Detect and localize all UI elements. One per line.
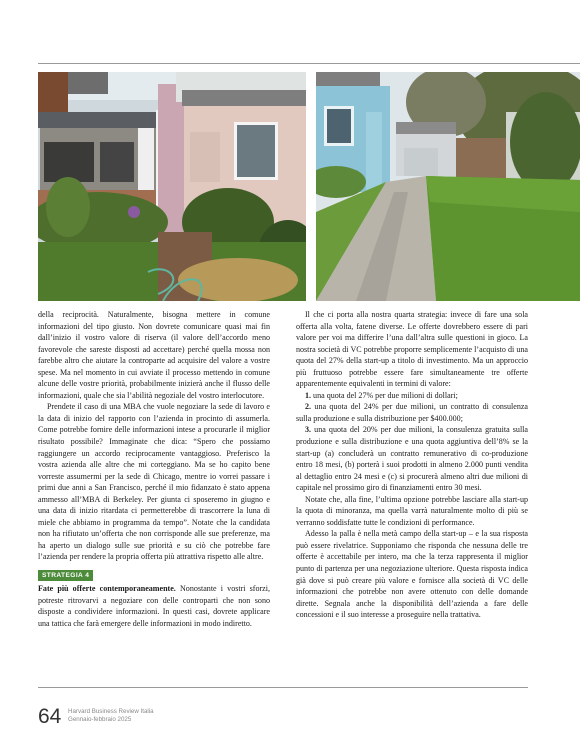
footer <box>68 708 154 724</box>
issue-date: Gennaio-febbraio 2025 <box>68 716 132 723</box>
list-number: 3. <box>305 425 312 435</box>
publication-name: Harvard Business Review Italia <box>68 708 154 715</box>
paragraph-text: Nonostante i vostri sforzi, potreste ritrovarvi a negoziare con delle controparti che non sono disposte a condividere informazioni. In questi casi, dovrete applicare una tattica che farà emergere delle informazioni in modo indiretto. <box>38 584 270 628</box>
photo-driveway-lawn <box>316 72 580 301</box>
paragraph: Notate che, alla fine, l’ultima opzione potrebbe lasciare alla start-up la quota di minoranza, ma quella varrà naturalmente molto di più se verranno soddisfatte tutte le condizioni di performance. <box>296 494 528 527</box>
list-number: 2. <box>305 402 312 412</box>
paragraph: Prendete il caso di una MBA che vuole negoziare la sede di lavoro e la data di inizio del rapporto con l’azienda in procinto di assumerla. Come potrebbe fornire delle informazioni intese a procurarle il miglior risultato possibile? Immaginate che dica: “Spero che possiamo raggiungere un accordo reciprocamente vantaggioso. Preferisco la vostra azienda alle altre che mi corteggiano. Ma se ho capito bene vorreste assumermi per la sede di Chicago, mentre io vorrei passare i primi due anni a San Francisco, perché il mio fidanzato è stato appena ammesso all’MBA di Berkeley. Per giunta ci sposeremo in giugno e una data di inizio ritardata ci permetterebbe di trascorrere la luna di miele che abbiamo in programma da tempo”. Notate che la candidata non ha rifiutato un’offerta che non corrisponde alle sue preferenze, ma ha aperto un dialogo sulle sue priorità e su ciò che potrebbe fare l’azienda per rendere la propria offerta più attrattiva rispetto alle altre. <box>38 402 270 562</box>
bottom-rule <box>38 687 528 688</box>
paragraph-strategy <box>38 583 270 629</box>
strategy-badge: STRATEGIA 4 <box>38 570 93 581</box>
paragraph: Il che ci porta alla nostra quarta strategia: invece di fare una sola offerta alla volta, fatene diverse. Le offerte dovrebbero essere di pari valore per voi ma differire l’una dall’altra sulle questioni in gioco. La nostra società di VC potrebbe proporre semplicemente l’acquisto di una quota del 27% della start-up a titolo di investimento. Ma un approccio più fruttuoso potrebbe essere fare simultaneamente tre offerte apparentemente equivalenti in termini di valore: <box>296 310 528 389</box>
paragraph: Adesso la palla è nella metà campo della start-up – e la sua risposta può essere rivelatrice. Supponiamo che risponda che nessuna delle tre offerte è accettabile per intero, ma che la terza rappresenta il miglior punto di partenza per una negoziazione ulteriore. Questa risposta indica già dove si può creare più valore e fornisce alla società di VC delle informazioni che potrebbe non avere ottenuto con delle domande dirette. Segnala anche la disponibilità dell’azienda a fare delle concessioni e il suo interesse a proseguire nella trattativa. <box>296 529 528 620</box>
list-number: 1. <box>305 390 312 400</box>
text-column-right <box>296 309 528 621</box>
list-text: una quota del 27% per due milioni di dollari; <box>311 390 458 400</box>
paragraph: della reciprocità. Naturalmente, bisogna mettere in comune informazioni del tipo giusto. Non dovrete comunicare quasi mai fin dall’inizio il vostro valore di riserva (il valore dell’accordo meno favorevole che sareste disposti ad accettare) perché quella mossa non farebbe altro che aiutare la controparte ad acquisire del valore a vostre spese. Ma nel momento in cui avviate il processo mettendo in comune alcune delle vostre priorità, probabilmente inizierà anche il flusso delle informazioni, quale che sia l’abilità negoziale del vostro interlocutore. <box>38 310 270 400</box>
text-column-left <box>38 309 270 629</box>
lead-in: Fate più offerte contemporaneamente. <box>38 584 176 594</box>
list-item <box>296 424 528 493</box>
page-number: 64 <box>38 705 62 728</box>
photo-houses-garden <box>38 72 306 301</box>
top-rule <box>38 63 580 64</box>
list-item <box>296 401 528 424</box>
list-text: una quota del 20% per due milioni, la consulenza gratuita sulla produzione e sulla distribuzione e una quota aggiuntiva dell’8% se la start-up (a) concluderà un contratto remunerativo di co-produzione entro 18 mesi, (b) porterà i suoi prodotti in almeno 2.000 punti vendita al dettaglio entro 24 mesi e (c) si procurerà almeno altri due milioni di capitale nel prossimo giro di finanziamenti entro 30 mesi. <box>296 425 528 493</box>
list-text: una quota del 24% per due milioni, un contratto di consulenza sulla produzione e sulla distribuzione per $400.000; <box>296 402 528 423</box>
list-item <box>296 390 528 402</box>
